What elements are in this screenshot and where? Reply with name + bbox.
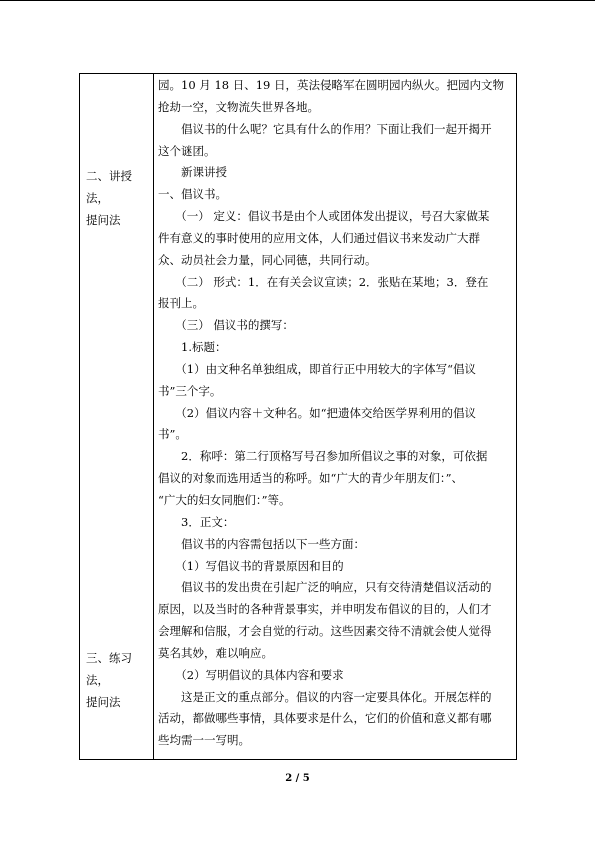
content-line: 抢劫一空，文物流失世界各地。 [158, 99, 319, 114]
content-line: 倡议书的发出贵在引起广泛的响应，只有交待清楚倡议活动的 [158, 580, 492, 595]
content-line: 会理解和信服，才会自觉的行动。这些因素交待不清就会使人觉得 [158, 624, 492, 638]
content-line: 众、动员社会力量，同心同德，共同行动。 [158, 252, 377, 267]
method-label-line: 法， [86, 191, 109, 205]
top-rule [0, 0, 595, 1]
content-line: （2）倡议内容＋文种名。如“把遗体交给医学界利用的倡议 [158, 405, 476, 420]
content-line: 件有意义的事时使用的应用文体，人们通过倡议书来发动广大群 [158, 230, 480, 245]
content-line: 2．称呼：第二行顶格写号召参加所倡议之事的对象，可依据 [158, 449, 488, 464]
content-line: 园。10 月 18 日、19 日，英法侵略军在圆明园内纵火。把园内文物 [158, 78, 505, 92]
content-line: 莫名其妙，难以响应。 [158, 645, 273, 660]
content-line: （一） 定义：倡议书是由个人或团体发出提议，号召大家做某 [158, 209, 490, 223]
content-line: （1）由文种名单独组成，即首行正中用较大的字体写“倡议 [158, 361, 476, 376]
content-line: 书”三个字。 [158, 383, 222, 398]
method-label-practice [86, 647, 148, 713]
page-number: 2 / 5 [285, 773, 310, 784]
content-line: 活动，都做哪些事情，具体要求是什么，它们的价值和意义都有哪 [158, 711, 492, 726]
content-line: 书”。 [158, 427, 187, 442]
content-line: 3．正文： [158, 514, 235, 529]
content-line: “广大的妇女同胞们：”等。 [158, 492, 291, 507]
content-line: 这个谜团。 [158, 143, 216, 158]
method-label-line: 提问法 [86, 695, 121, 709]
content-line: 新课讲授 [158, 165, 227, 180]
content-line: 原因，以及当时的各种背景事实，并申明发布倡议的目的，人们才 [158, 602, 492, 617]
content-line: 1.标题： [158, 340, 227, 355]
method-label-lecture [86, 165, 148, 231]
content-line: 报刊上。 [158, 296, 204, 311]
content-line: 倡议的对象而选用适当的称呼。如“广大的青少年朋友们：”、 [158, 471, 464, 486]
content-line: 倡议书的内容需包括以下一些方面： [158, 536, 365, 551]
content-line: （2）写明倡议的具体内容和要求 [158, 667, 344, 682]
column-divider [153, 74, 154, 759]
lesson-table [79, 73, 517, 760]
content-line: （三） 倡议书的撰写： [158, 318, 294, 333]
content-line: 倡议书的什么呢？它具有什么的作用？下面让我们一起开揭开 [158, 121, 492, 136]
content-line: （1）写倡议书的背景原因和目的 [158, 558, 344, 573]
content-line: 这是正文的重点部分。倡议的内容一定要具体化。开展怎样的 [158, 689, 492, 704]
content-line: 一、倡议书。 [158, 187, 227, 202]
method-label-line: 法， [86, 673, 109, 687]
method-label-line: 提问法 [86, 213, 121, 227]
method-label-line: 三、练习 [86, 651, 132, 665]
content-line: （二） 形式：1．在有关会议宣读；2．张贴在某地；3．登在 [158, 274, 489, 289]
method-label-line: 二、讲授 [86, 169, 132, 183]
content-line: 些均需一一写明。 [158, 733, 250, 748]
